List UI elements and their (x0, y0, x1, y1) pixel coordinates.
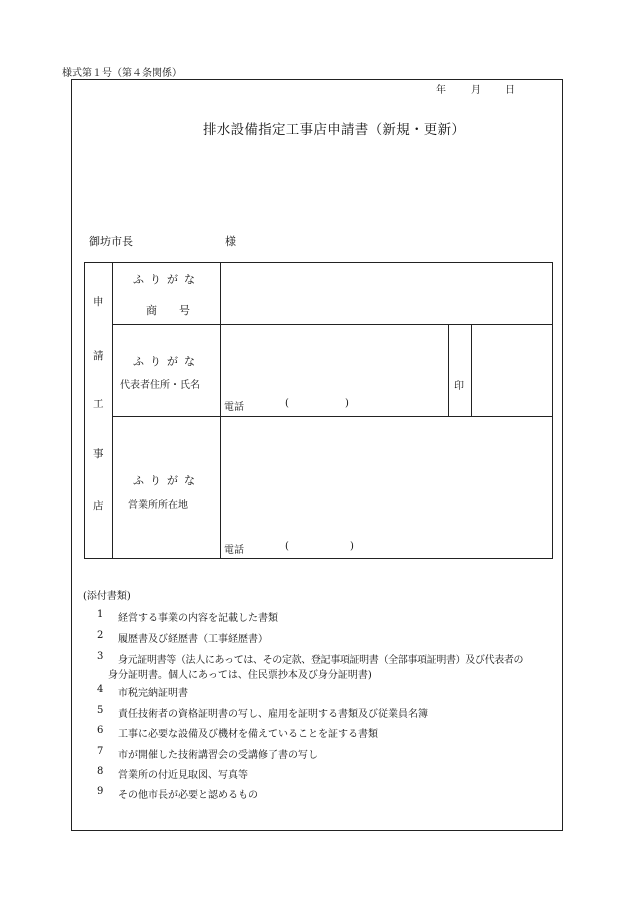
office-phone-field[interactable] (294, 538, 346, 554)
list-item-number: 6 (97, 725, 104, 736)
seal-field[interactable] (475, 328, 549, 413)
trade-name-label: 商号 (146, 304, 212, 317)
page-title: 排水設備指定工事店申請書（新規・更新） (203, 122, 466, 138)
list-item-number: 5 (97, 705, 104, 716)
list-item-text: 市が開催した技術講習会の受講修了書の写し (118, 750, 318, 761)
list-item-text: 市税完納証明書 (118, 688, 188, 699)
date-month: 月 (471, 85, 481, 96)
date-day: 日 (505, 85, 515, 96)
seal-label: 印 (454, 381, 464, 392)
list-item-text: 営業所の付近見取図、写真等 (118, 770, 248, 781)
form-label: 様式第１号（第４条関係） (62, 68, 182, 79)
attachments-heading: (添付書類) (83, 591, 131, 602)
representative-phone-field[interactable] (294, 396, 342, 412)
phone-label: 電話 (224, 402, 244, 413)
list-item-text: 履歴書及び経歴書（工事経歴書） (118, 634, 268, 645)
list-item-number: 2 (97, 630, 104, 641)
vertical-label-char: 店 (93, 500, 104, 512)
list-item-text-continued: 身分証明書。個人にあっては、住民票抄本及び身分証明書) (108, 670, 372, 681)
list-item-text: 経営する事業の内容を記載した書類 (118, 613, 278, 624)
vertical-label-char: 請 (93, 350, 104, 362)
representative-label: 代表者住所・氏名 (120, 380, 200, 391)
addressee-name: 御坊市長 (89, 235, 133, 248)
phone-paren-open: ( (285, 541, 289, 552)
list-item-number: 1 (97, 609, 104, 620)
vertical-label-char: 申 (93, 296, 104, 308)
list-item-text: 工事に必要な設備及び機材を備えていることを証する書類 (118, 729, 378, 740)
addressee-suffix: 様 (225, 235, 236, 248)
list-item-number: 8 (97, 766, 104, 777)
phone-paren-open: ( (285, 398, 289, 409)
date-year: 年 (436, 85, 446, 96)
phone-paren-close: ) (350, 541, 354, 552)
vertical-label-char: 事 (93, 448, 104, 460)
representative-field[interactable] (226, 330, 444, 392)
list-item-number: 4 (97, 684, 104, 695)
office-address-field[interactable] (226, 422, 548, 534)
list-item-number: 9 (97, 786, 104, 797)
vertical-label-char: 工 (93, 398, 104, 410)
row2-furigana-label: ふりがな (133, 355, 201, 368)
list-item-text: その他市長が必要と認めるもの (118, 790, 258, 801)
list-item-text: 身元証明書等（法人にあっては、その定款、登記事項証明書（全部事項証明書）及び代表者の (118, 655, 524, 666)
phone-label: 電話 (224, 545, 244, 556)
list-item-number: 7 (97, 746, 104, 757)
list-item-text: 責任技術者の資格証明書の写し、雇用を証明する書類及び従業員名簿 (118, 709, 428, 720)
office-address-label: 営業所所在地 (128, 500, 188, 511)
trade-name-field[interactable] (226, 268, 548, 320)
row1-furigana-label: ふりがな (133, 273, 201, 286)
list-item-number: 3 (97, 651, 104, 662)
phone-paren-close: ) (345, 398, 349, 409)
row3-furigana-label: ふりがな (133, 474, 201, 487)
